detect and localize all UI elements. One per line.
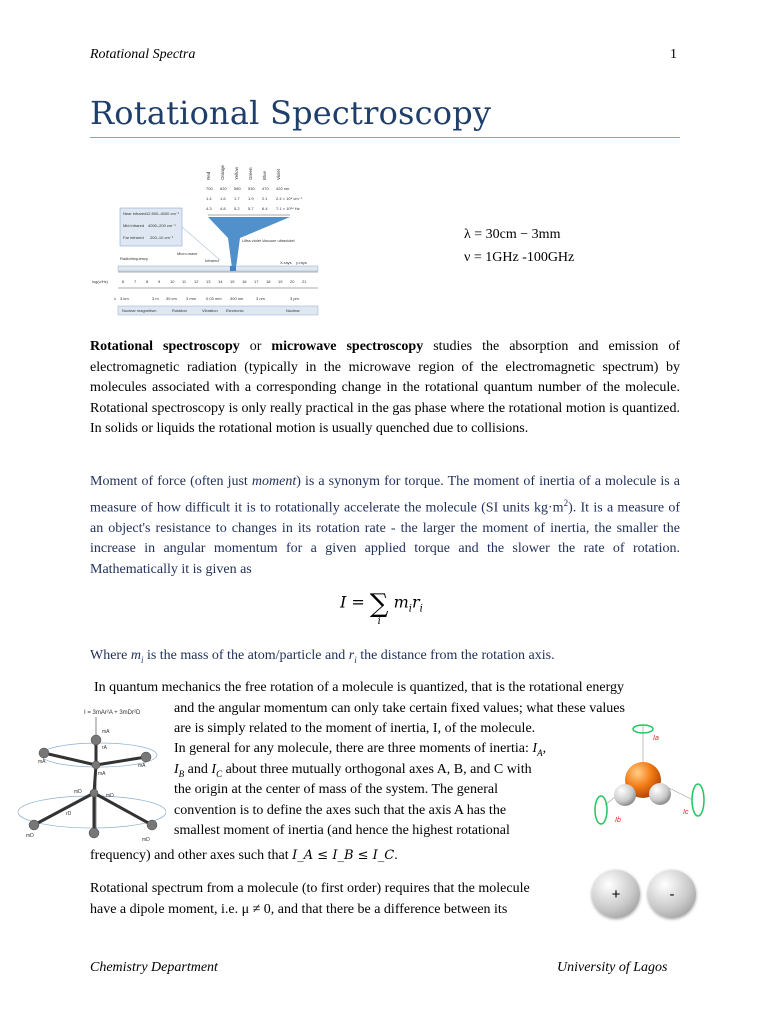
wavenumber-value: 1.9 xyxy=(248,196,254,201)
term-rotational-spectroscopy: Rotational spectroscopy xyxy=(90,339,240,354)
subscript: C xyxy=(216,768,223,779)
symbol-ic: I xyxy=(211,762,217,777)
color-label: Red xyxy=(206,171,211,180)
text: studies the absorption and emission of electromagnetic radiation (typically in the microwave region of the electromagnetic spectrum) by molecules associated with a corresponding change in the rotational quantum number of the molecule. Rotational spectroscopy is only really practical in the gas phase where the rotational motion is quantized. In solids or liquids the rotational motion is usually quenched due to collisions. xyxy=(90,339,680,437)
text: Moment of force (often just xyxy=(90,474,252,489)
moment-of-inertia-formula xyxy=(340,585,423,627)
color-label: Green xyxy=(248,167,253,180)
ir-band-name: Far infrared xyxy=(123,235,144,240)
quantum-paragraph-line-1: In quantum mechanics the free rotation of a molecule is quantized, that is the rotational energy xyxy=(94,680,625,695)
mass-label: mA xyxy=(102,729,110,735)
ir-band-name: Mid infrared xyxy=(123,223,145,228)
wavenumber-value: 2.4 × 10⁴ cm⁻¹ xyxy=(276,196,303,201)
mass-label: mD xyxy=(74,789,82,795)
radius-label: rD xyxy=(66,811,72,817)
mass-label: mD xyxy=(142,837,150,843)
log-tick: 14 xyxy=(218,279,223,284)
symbol-r: r xyxy=(348,648,355,663)
color-label: Orange xyxy=(220,164,225,180)
dipole-paragraph-line-2: have a dipole moment, i.e. μ ≠ 0, and that there be a difference between its xyxy=(90,902,508,917)
running-header-title: Rotational Spectra xyxy=(90,47,196,62)
lambda-tick: 3 nm xyxy=(256,296,265,301)
formula-lhs: I = xyxy=(340,592,365,612)
footer-department: Chemistry Department xyxy=(90,960,218,975)
process-label: Rotation xyxy=(172,308,187,313)
log-tick: 8 xyxy=(146,279,149,284)
text: and xyxy=(184,762,212,777)
text: about three mutually orthogonal axes A, B, and C with xyxy=(222,762,532,777)
log-tick: 11 xyxy=(182,279,187,284)
wavelength-value: 530 xyxy=(248,186,255,191)
mass-label: mD xyxy=(26,833,34,839)
formula-sub: i xyxy=(419,603,423,615)
wavelength-value: 580 xyxy=(234,186,241,191)
log-tick: 15 xyxy=(230,279,235,284)
text: Where xyxy=(90,648,131,663)
lambda-tick: 3 mm xyxy=(186,296,196,301)
formula-mass: m xyxy=(393,592,409,612)
region-label: Infrared xyxy=(205,258,219,263)
axis-label-ia: Ia xyxy=(653,735,659,742)
moment-of-inertia-paragraph xyxy=(90,472,680,581)
log-tick: 16 xyxy=(242,279,247,284)
quantum-paragraph-line-7: convention is to define the axes such that the axis A has the xyxy=(174,803,507,818)
log-tick: 6 xyxy=(122,279,125,284)
sum-symbol: ∑ xyxy=(369,589,389,619)
wavelength-value: 420 nm xyxy=(276,186,290,191)
text: In general for any molecule, there are three moments of inertia: xyxy=(174,741,533,756)
lambda-tick: 30 cm xyxy=(166,296,177,301)
wavelength-value: 470 xyxy=(262,186,269,191)
region-label: Vacuum ultraviolet xyxy=(262,238,295,243)
process-label: Nuclear xyxy=(286,308,300,313)
text: the distance from the rotation axis. xyxy=(356,648,555,663)
lambda-tick: 300 nm xyxy=(230,296,244,301)
text: , xyxy=(542,741,547,756)
text: moment xyxy=(251,474,297,489)
footer-university: University of Lagos xyxy=(557,960,668,975)
log-tick: 17 xyxy=(254,279,259,284)
lambda-tick: 3 km xyxy=(120,296,129,301)
quantum-paragraph-line-4 xyxy=(174,741,546,758)
symbol-ib: I xyxy=(174,762,179,777)
wavenumber-value: 1.7 xyxy=(234,196,240,201)
inertia-inequality: I_A ≤ I_B ≤ I_C xyxy=(292,848,395,863)
process-label: Nuclear magnetism xyxy=(122,308,157,313)
lambda-tick: 3 pm xyxy=(290,296,299,301)
region-label: γ-rays xyxy=(296,260,307,265)
text: ) is a synonym for torque. The moment of inertia of a molecule is a measure of how difficult it is to rotationally accelerate the molecule (SI units kg·m xyxy=(90,474,681,516)
title-underline xyxy=(90,137,680,138)
frequency-value: 6.4 xyxy=(262,206,268,211)
lambda-axis-label: λ xyxy=(114,296,116,301)
mass-label: mA xyxy=(138,763,146,769)
symbol-ia: I xyxy=(532,741,538,756)
radius-label: rA xyxy=(102,745,107,751)
mass-label: mA xyxy=(98,771,106,777)
quantum-paragraph-line-2: and the angular momentum can only take certain fixed values; what these values xyxy=(174,701,625,716)
wavenumber-value: 1.4 xyxy=(206,196,212,201)
page-number: 1 xyxy=(670,47,677,62)
lambda-tick: 3 m xyxy=(152,296,159,301)
frequency-value: 4.3 xyxy=(206,206,212,211)
log-tick: 21 xyxy=(302,279,307,284)
text: ). It is a measure of an object's resistance to changes in its rotation rate - the larger the moment of inertia, the smaller the increase in angular momentum for a given applied torque and the slower the rate of rotation. Mathematically it is given as xyxy=(90,500,681,578)
text: or xyxy=(239,339,272,354)
log-tick: 18 xyxy=(266,279,271,284)
log-tick: 9 xyxy=(158,279,161,284)
text: is the mass of the atom/particle and xyxy=(143,648,349,663)
formula-radius: r xyxy=(411,592,420,612)
log-tick: 12 xyxy=(194,279,199,284)
lambda-tick: 0.03 mm xyxy=(206,296,222,301)
frequency-range-equation: ν = 1GHz -100GHz xyxy=(464,250,575,265)
quantum-paragraph-line-5 xyxy=(174,762,532,779)
quantum-paragraph-line-9 xyxy=(90,848,398,864)
plus-sign: + xyxy=(611,885,621,903)
wavenumber-value: 2.1 xyxy=(262,196,268,201)
mass-label: mD xyxy=(106,793,114,799)
ir-band-name: Near infrared xyxy=(123,211,147,216)
subscript: B xyxy=(178,768,185,779)
wavelength-value: 620 xyxy=(220,186,227,191)
process-label: Electronic xyxy=(226,308,244,313)
page-title: Rotational Spectroscopy xyxy=(90,94,492,132)
quantum-paragraph-line-3: are is simply related to the moment of inertia, I, of the molecule. xyxy=(174,721,536,736)
color-label: Yellow xyxy=(234,167,239,180)
hydrogen-atom xyxy=(614,784,636,806)
inertia-molecule-figure xyxy=(14,705,166,845)
text: frequency) and other axes such that xyxy=(90,848,293,863)
subscript: A xyxy=(537,747,543,758)
em-spectrum-figure xyxy=(90,160,322,320)
dipole-paragraph-line-1: Rotational spectrum from a molecule (to first order) requires that the molecule xyxy=(90,881,530,896)
process-label: Vibration xyxy=(202,308,218,313)
log-tick: 13 xyxy=(206,279,211,284)
intro-paragraph xyxy=(90,337,680,440)
subscript: i xyxy=(140,654,144,665)
wavelength-value: 700 xyxy=(206,186,213,191)
log-axis-label: log(ν/Hz) xyxy=(92,279,109,284)
negative-charge-sphere xyxy=(648,870,696,918)
wavenumber-value: 1.6 xyxy=(220,196,226,201)
water-molecule-figure xyxy=(585,720,710,840)
formula-sub: i xyxy=(408,603,412,615)
subscript: i xyxy=(354,654,357,665)
positive-charge-sphere xyxy=(592,870,640,918)
frequency-value: 4.8 xyxy=(220,206,226,211)
frequency-value: 5.7 xyxy=(248,206,254,211)
log-tick: 7 xyxy=(134,279,137,284)
color-label: Violet xyxy=(276,168,281,180)
inertia-formula: I = 3mAr²A + 3mDr²D xyxy=(84,710,141,716)
log-tick: 19 xyxy=(278,279,283,284)
quantum-paragraph-line-6: the origin at the center of mass of the system. The general xyxy=(174,782,498,797)
minus-sign: - xyxy=(669,885,675,903)
term-microwave-spectroscopy: microwave spectroscopy xyxy=(271,339,424,354)
sum-index: i xyxy=(377,616,381,627)
axis-label-ib: Ib xyxy=(615,817,621,824)
log-tick: 20 xyxy=(290,279,295,284)
frequency-value: 7.1 × 10¹⁴ Hz xyxy=(276,206,300,211)
ir-band-range: 200–10 cm⁻¹ xyxy=(150,235,174,240)
symbol-m: m xyxy=(130,648,141,663)
log-tick: 10 xyxy=(170,279,175,284)
region-label: X-rays xyxy=(280,260,292,265)
frequency-value: 5.2 xyxy=(234,206,240,211)
mass-label: mA xyxy=(38,759,46,765)
color-label: Blue xyxy=(262,170,267,180)
superscript: 2 xyxy=(563,497,569,508)
ir-band-range: 12 800–4000 cm⁻¹ xyxy=(146,211,180,216)
region-label: Ultra-violet xyxy=(242,238,262,243)
hydrogen-atom xyxy=(649,783,671,805)
ir-band-range: 4000–200 cm⁻¹ xyxy=(148,223,176,228)
region-label: Micro-wave xyxy=(177,251,198,256)
axis-label-ic: Ic xyxy=(683,809,689,816)
text: . xyxy=(394,848,398,863)
quantum-paragraph-line-8: smallest moment of inertia (and hence the highest rotational xyxy=(174,823,510,838)
where-line xyxy=(90,646,680,670)
wavelength-range-equation: λ = 30cm − 3mm xyxy=(464,227,561,242)
region-label: Radiofrequency xyxy=(120,256,149,261)
